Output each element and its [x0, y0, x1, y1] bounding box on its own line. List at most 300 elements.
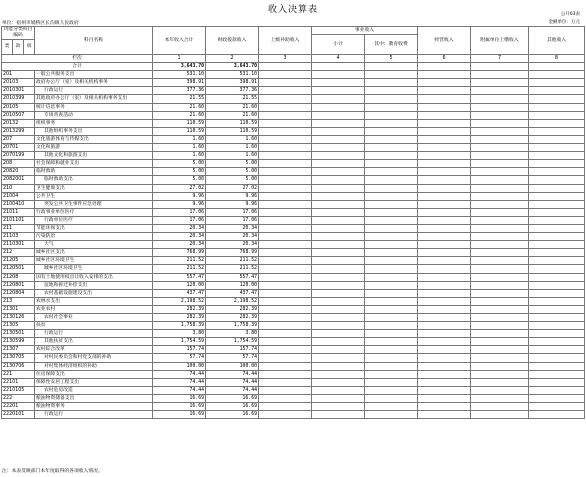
empty-cell	[259, 95, 312, 103]
total-fiscal: 3,643.70	[206, 63, 259, 71]
row-subject-name: 城乡社区环境卫生	[35, 265, 153, 273]
header-subject-name: 科目名称	[35, 27, 153, 55]
empty-cell	[312, 403, 365, 411]
row-fiscal: 16.69	[206, 403, 259, 411]
row-fiscal: 110.59	[206, 119, 259, 127]
row-code: 2070199	[2, 152, 35, 160]
row-income-total: 1.60	[153, 135, 206, 143]
empty-cell	[312, 176, 365, 184]
empty-cell	[259, 330, 312, 338]
row-code: 208	[2, 160, 35, 168]
row-income-total: 20.34	[153, 233, 206, 241]
table-row	[2, 403, 585, 411]
row-subject-name: 政府办公厅（室）及相关机构事务	[35, 79, 153, 87]
row-income-total: 17.06	[153, 208, 206, 216]
amount-unit: 金额单位：万元	[548, 20, 580, 25]
row-subject-name: 其他组织事务支出	[35, 127, 153, 135]
empty-cell	[312, 305, 365, 313]
row-code: 211	[2, 224, 35, 232]
empty-cell	[529, 281, 585, 289]
empty-cell	[312, 168, 365, 176]
empty-cell	[259, 111, 312, 119]
empty-cell	[259, 273, 312, 281]
empty-cell	[312, 330, 365, 338]
row-income-total: 377.36	[153, 87, 206, 95]
empty-cell	[365, 168, 418, 176]
empty-cell	[471, 257, 529, 265]
empty-cell	[259, 265, 312, 273]
table-row	[2, 314, 585, 322]
empty-cell	[529, 314, 585, 322]
header-business-income: 事业收入	[312, 27, 418, 35]
empty-cell	[529, 184, 585, 192]
row-income-total: 398.91	[153, 79, 206, 87]
row-code: 22201	[2, 403, 35, 411]
empty-cell	[312, 152, 365, 160]
row-subject-name: 专项普查活动	[35, 111, 153, 119]
row-fiscal: 377.36	[206, 87, 259, 95]
empty-cell	[259, 135, 312, 143]
empty-cell	[529, 305, 585, 313]
row-code: 2101101	[2, 216, 35, 224]
row-income-total: 9.96	[153, 200, 206, 208]
row-income-total: 282.39	[153, 305, 206, 313]
empty-cell	[471, 314, 529, 322]
empty-cell	[418, 273, 471, 281]
empty-cell	[365, 200, 418, 208]
empty-cell	[365, 289, 418, 297]
empty-cell	[529, 152, 585, 160]
empty-cell	[365, 403, 418, 411]
empty-cell	[418, 338, 471, 346]
empty-cell	[365, 338, 418, 346]
empty-cell	[259, 322, 312, 330]
empty-cell	[312, 71, 365, 79]
row-fiscal: 1.60	[206, 135, 259, 143]
empty-cell	[365, 160, 418, 168]
row-subject-name: 农村危房改造	[35, 386, 153, 394]
empty-cell	[259, 103, 312, 111]
row-fiscal: 1.60	[206, 144, 259, 152]
empty-cell	[312, 216, 365, 224]
header-education-fee: 其中：教育收费	[365, 35, 418, 55]
empty-cell	[259, 249, 312, 257]
empty-cell	[259, 314, 312, 322]
empty-cell	[312, 200, 365, 208]
row-fiscal: 74.44	[206, 386, 259, 394]
total-label: 合计	[2, 63, 153, 71]
empty-cell	[471, 208, 529, 216]
row-subject-name: 城乡社区支出	[35, 249, 153, 257]
row-income-total: 120.00	[153, 281, 206, 289]
header-other-income: 其他收入	[529, 27, 585, 55]
row-code: 20103	[2, 79, 35, 87]
header-affiliated-turnover: 附属单位上缴收入	[471, 27, 529, 55]
empty-cell	[259, 403, 312, 411]
row-subject-name: 征地和拆迁补偿支出	[35, 281, 153, 289]
row-subject-name: 社会保障和就业支出	[35, 160, 153, 168]
empty-cell	[471, 281, 529, 289]
empty-cell	[312, 354, 365, 362]
empty-cell	[365, 249, 418, 257]
table-row	[2, 168, 585, 176]
row-subject-name: 行政运行	[35, 330, 153, 338]
empty-cell	[365, 297, 418, 305]
row-subject-name: 其他扶贫支出	[35, 338, 153, 346]
empty-cell	[365, 71, 418, 79]
row-income-total: 1,758.39	[153, 322, 206, 330]
row-subject-name: 城乡社区环境卫生	[35, 257, 153, 265]
empty-cell	[471, 241, 529, 249]
empty-cell	[529, 411, 585, 419]
empty-cell	[312, 281, 365, 289]
empty-cell	[418, 354, 471, 362]
row-income-total: 57.74	[153, 354, 206, 362]
row-code: 2120801	[2, 281, 35, 289]
empty-cell	[259, 346, 312, 354]
empty-cell	[471, 233, 529, 241]
empty-cell	[312, 386, 365, 394]
row-fiscal: 74.44	[206, 370, 259, 378]
empty-cell	[418, 378, 471, 386]
row-fiscal: 27.02	[206, 184, 259, 192]
empty-cell	[365, 386, 418, 394]
empty-cell	[312, 289, 365, 297]
empty-cell	[365, 346, 418, 354]
unit-label: 单位：宿州市埇桥区长沟镇人民政府	[2, 21, 79, 26]
column-number-row	[2, 55, 585, 63]
empty-cell	[529, 297, 585, 305]
empty-cell	[365, 394, 418, 402]
row-income-total: 1.60	[153, 152, 206, 160]
col-num: 3	[259, 55, 312, 63]
col-num: 6	[418, 55, 471, 63]
col-num: 7	[471, 55, 529, 63]
empty-cell	[471, 346, 529, 354]
row-fiscal: 110.59	[206, 127, 259, 135]
row-subject-name: 其他文化和旅游支出	[35, 152, 153, 160]
empty-cell	[365, 192, 418, 200]
empty-cell	[312, 370, 365, 378]
header-func-code: 功能分类科目编码	[2, 27, 35, 40]
empty-cell	[471, 378, 529, 386]
table-row	[2, 354, 585, 362]
empty-cell	[471, 127, 529, 135]
row-code: 212	[2, 249, 35, 257]
empty-cell	[312, 135, 365, 143]
empty-cell	[365, 362, 418, 370]
row-income-total: 27.02	[153, 184, 206, 192]
row-income-total: 282.39	[153, 314, 206, 322]
empty-cell	[529, 330, 585, 338]
empty-cell	[529, 289, 585, 297]
row-code: 2110301	[2, 241, 35, 249]
header-kind: 类	[2, 40, 13, 55]
empty-cell	[529, 87, 585, 95]
row-income-total: 74.44	[153, 386, 206, 394]
empty-cell	[418, 208, 471, 216]
empty-cell	[471, 362, 529, 370]
header-subtotal: 小计	[312, 35, 365, 55]
table-row	[2, 103, 585, 111]
empty-cell	[418, 103, 471, 111]
row-fiscal: 57.74	[206, 354, 259, 362]
row-code: 20105	[2, 103, 35, 111]
empty-cell	[471, 79, 529, 87]
empty-cell	[259, 119, 312, 127]
row-fiscal: 5.00	[206, 168, 259, 176]
empty-cell	[312, 160, 365, 168]
empty-cell	[312, 378, 365, 386]
table-row	[2, 241, 585, 249]
empty-cell	[418, 152, 471, 160]
empty-cell	[418, 281, 471, 289]
row-fiscal: 74.44	[206, 378, 259, 386]
empty-cell	[471, 192, 529, 200]
row-subject-name: 农村基础设施建设支出	[35, 289, 153, 297]
row-subject-name: 粮油物资储备支出	[35, 394, 153, 402]
empty-cell	[312, 273, 365, 281]
row-fiscal: 211.52	[206, 265, 259, 273]
empty-cell	[365, 103, 418, 111]
empty-cell	[529, 103, 585, 111]
empty-cell	[365, 95, 418, 103]
row-subject-name: 国有土地使用权出让收入安排的支出	[35, 273, 153, 281]
empty-cell	[418, 346, 471, 354]
empty-cell	[312, 346, 365, 354]
empty-cell	[529, 79, 585, 87]
empty-cell	[529, 176, 585, 184]
row-code: 2120804	[2, 289, 35, 297]
empty-cell	[365, 127, 418, 135]
row-code: 21301	[2, 305, 35, 313]
table-row	[2, 224, 585, 232]
row-income-total: 110.59	[153, 127, 206, 135]
empty-cell	[418, 403, 471, 411]
empty-cell	[529, 370, 585, 378]
empty-cell	[529, 111, 585, 119]
row-subject-name: 行政事业单位医疗	[35, 208, 153, 216]
row-fiscal: 2,198.52	[206, 297, 259, 305]
table-row	[2, 233, 585, 241]
empty-cell	[418, 79, 471, 87]
empty-cell	[471, 403, 529, 411]
empty-cell	[259, 378, 312, 386]
header-superior-subsidy: 上级补助收入	[259, 27, 312, 55]
table-row	[2, 330, 585, 338]
column-row-label: 栏次	[2, 55, 153, 63]
empty-cell	[471, 273, 529, 281]
empty-cell	[365, 378, 418, 386]
empty-cell	[418, 176, 471, 184]
empty-cell	[365, 144, 418, 152]
row-fiscal: 5.00	[206, 160, 259, 168]
row-income-total: 16.69	[153, 411, 206, 419]
empty-cell	[259, 71, 312, 79]
col-num: 1	[153, 55, 206, 63]
empty-cell	[418, 216, 471, 224]
row-subject-name: 公共卫生	[35, 192, 153, 200]
empty-cell	[418, 184, 471, 192]
table-row	[2, 176, 585, 184]
empty-cell	[259, 289, 312, 297]
empty-cell	[418, 224, 471, 232]
row-code: 2100410	[2, 200, 35, 208]
table-row	[2, 111, 585, 119]
empty-cell	[259, 224, 312, 232]
row-code: 2010301	[2, 87, 35, 95]
row-subject-name: 粮油物资事务	[35, 403, 153, 411]
header-item: 款	[13, 40, 24, 55]
table-row	[2, 127, 585, 135]
page-title: 收入决算表	[267, 5, 318, 15]
empty-cell	[529, 386, 585, 394]
row-subject-name: 统计信息事务	[35, 103, 153, 111]
empty-cell	[471, 216, 529, 224]
empty-cell	[312, 63, 365, 71]
row-fiscal: 768.99	[206, 249, 259, 257]
empty-cell	[529, 265, 585, 273]
empty-cell	[259, 208, 312, 216]
row-subject-name: 临时救助支出	[35, 176, 153, 184]
empty-cell	[365, 224, 418, 232]
row-code: 2220101	[2, 411, 35, 419]
empty-cell	[529, 257, 585, 265]
row-code: 2010399	[2, 95, 35, 103]
col-num: 4	[312, 55, 365, 63]
row-code: 21208	[2, 273, 35, 281]
empty-cell	[471, 330, 529, 338]
empty-cell	[418, 95, 471, 103]
empty-cell	[259, 281, 312, 289]
row-fiscal: 120.00	[206, 281, 259, 289]
row-code: 2130501	[2, 330, 35, 338]
empty-cell	[259, 297, 312, 305]
empty-cell	[365, 265, 418, 273]
empty-cell	[529, 71, 585, 79]
table-row	[2, 322, 585, 330]
empty-cell	[365, 330, 418, 338]
empty-cell	[365, 208, 418, 216]
empty-cell	[259, 152, 312, 160]
row-subject-name: 大气	[35, 241, 153, 249]
empty-cell	[312, 119, 365, 127]
empty-cell	[418, 394, 471, 402]
empty-cell	[529, 362, 585, 370]
empty-cell	[259, 184, 312, 192]
row-code: 201	[2, 71, 35, 79]
row-income-total: 74.44	[153, 370, 206, 378]
row-income-total: 211.52	[153, 265, 206, 273]
table-row	[2, 289, 585, 297]
empty-cell	[312, 103, 365, 111]
row-fiscal: 16.69	[206, 411, 259, 419]
empty-cell	[259, 233, 312, 241]
table-row	[2, 144, 585, 152]
empty-cell	[471, 135, 529, 143]
table-row	[2, 79, 585, 87]
empty-cell	[471, 265, 529, 273]
empty-cell	[365, 135, 418, 143]
empty-cell	[418, 305, 471, 313]
empty-cell	[529, 95, 585, 103]
row-fiscal: 9.96	[206, 192, 259, 200]
table-row	[2, 87, 585, 95]
row-code: 2082001	[2, 176, 35, 184]
empty-cell	[259, 160, 312, 168]
row-income-total: 74.44	[153, 378, 206, 386]
empty-cell	[312, 265, 365, 273]
empty-cell	[259, 168, 312, 176]
table-row	[2, 184, 585, 192]
row-subject-name: 行政运行	[35, 87, 153, 95]
row-income-total: 768.99	[153, 249, 206, 257]
empty-cell	[529, 403, 585, 411]
row-fiscal: 17.06	[206, 208, 259, 216]
empty-cell	[312, 362, 365, 370]
table-row	[2, 273, 585, 281]
empty-cell	[529, 241, 585, 249]
row-subject-name: 组织事务	[35, 119, 153, 127]
row-income-total: 211.52	[153, 257, 206, 265]
empty-cell	[365, 111, 418, 119]
table-row	[2, 297, 585, 305]
empty-cell	[312, 249, 365, 257]
row-subject-name: 对村集体经济组织的补助	[35, 362, 153, 370]
row-fiscal: 20.34	[206, 224, 259, 232]
row-subject-name: 保障性安居工程支出	[35, 378, 153, 386]
empty-cell	[529, 273, 585, 281]
row-fiscal: 282.39	[206, 305, 259, 313]
empty-cell	[418, 135, 471, 143]
empty-cell	[529, 127, 585, 135]
empty-cell	[418, 370, 471, 378]
empty-cell	[312, 87, 365, 95]
row-subject-name: 行政运行	[35, 411, 153, 419]
empty-cell	[529, 378, 585, 386]
empty-cell	[418, 330, 471, 338]
row-fiscal: 16.69	[206, 394, 259, 402]
row-code: 21103	[2, 233, 35, 241]
row-code: 2010507	[2, 111, 35, 119]
empty-cell	[365, 176, 418, 184]
row-income-total: 1,754.59	[153, 338, 206, 346]
empty-cell	[418, 322, 471, 330]
table-row	[2, 95, 585, 103]
row-income-total: 21.55	[153, 95, 206, 103]
empty-cell	[529, 168, 585, 176]
empty-cell	[365, 411, 418, 419]
empty-cell	[312, 233, 365, 241]
row-subject-name: 农村综合改革	[35, 346, 153, 354]
empty-cell	[312, 208, 365, 216]
row-fiscal: 1,754.59	[206, 338, 259, 346]
empty-cell	[418, 192, 471, 200]
form-code: 公开03表	[560, 12, 580, 17]
row-income-total: 2,198.52	[153, 297, 206, 305]
empty-cell	[529, 216, 585, 224]
row-income-total: 531.10	[153, 71, 206, 79]
row-fiscal: 1,758.39	[206, 322, 259, 330]
empty-cell	[312, 111, 365, 119]
row-code: 20820	[2, 168, 35, 176]
empty-cell	[529, 322, 585, 330]
table-row	[2, 135, 585, 143]
row-subject-name: 一般公共服务支出	[35, 71, 153, 79]
row-code: 21004	[2, 192, 35, 200]
row-code: 22101	[2, 378, 35, 386]
row-subject-name: 突发公共卫生事件应急处理	[35, 200, 153, 208]
